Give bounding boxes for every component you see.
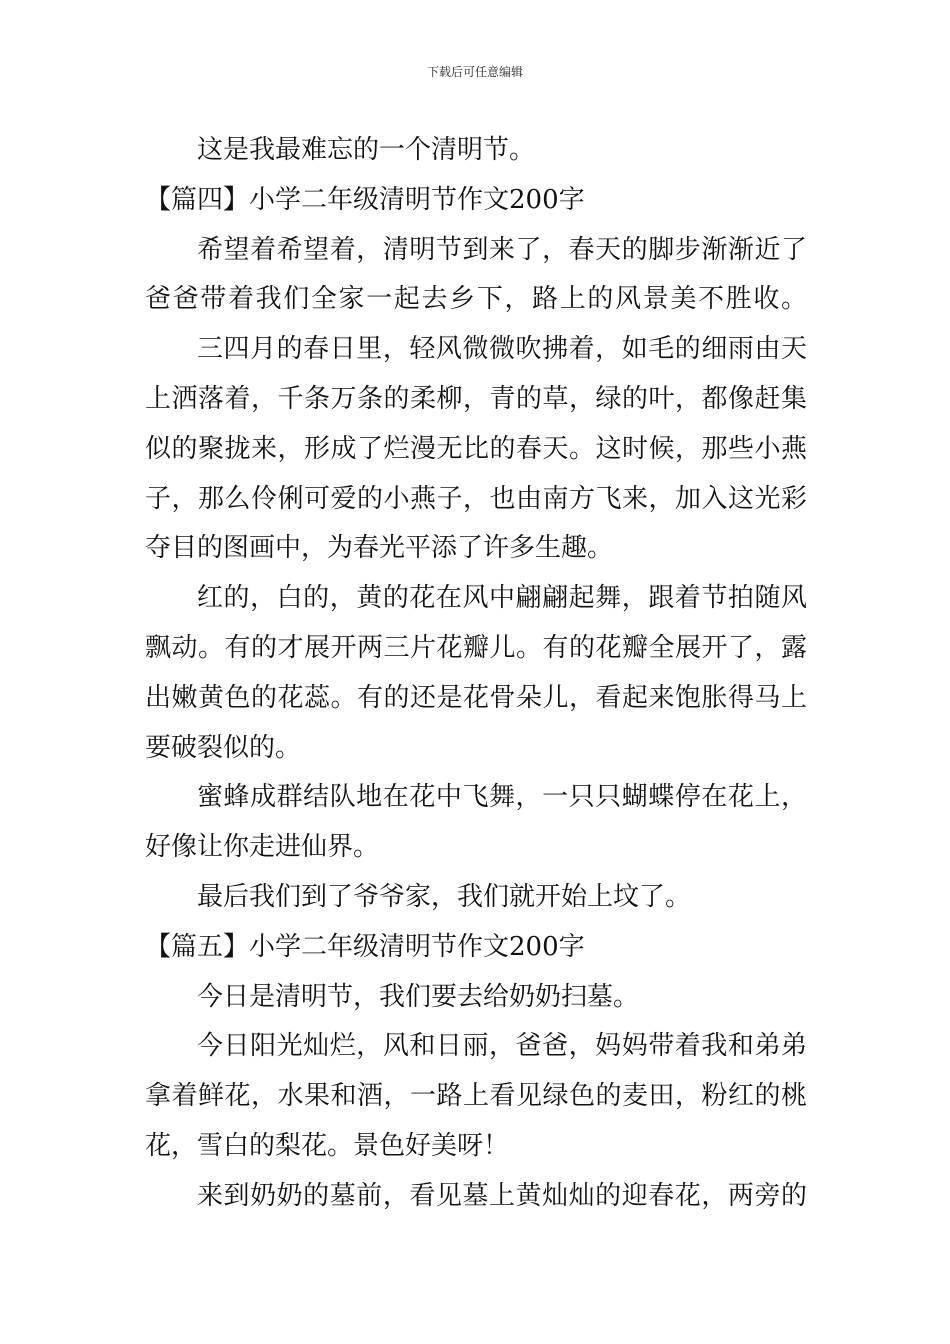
paragraph-line: 爸爸带着我们全家一起去乡下，路上的风景美不胜收。	[145, 284, 807, 315]
paragraph-line: 花，雪白的梨花。景色好美呀！	[145, 1130, 510, 1161]
paragraph-line: 希望着希望着，清明节到来了，春天的脚步渐渐近了	[197, 234, 807, 265]
paragraph-line: 要破裂似的。	[145, 732, 302, 763]
page-header: 下载后可任意编辑	[426, 65, 523, 79]
paragraph-line: 子，那么伶俐可爱的小燕子，也由南方飞来，加入这光彩	[145, 483, 807, 514]
paragraph-line: 来到奶奶的墓前，看见墓上黄灿灿的迎春花，两旁的	[197, 1180, 807, 1211]
paragraph-line: 似的聚拢来，形成了烂漫无比的春天。这时候，那些小燕	[145, 433, 807, 464]
paragraph-line: 出嫩黄色的花蕊。有的还是花骨朵儿，看起来饱胀得马上	[145, 682, 807, 713]
section-heading-5: 【篇五】小学二年级清明节作文200字	[145, 931, 585, 962]
section-heading-4: 【篇四】小学二年级清明节作文200字	[145, 184, 585, 215]
document-body	[145, 126, 807, 1222]
paragraph-line: 拿着鲜花，水果和酒，一路上看见绿色的麦田，粉红的桃	[145, 1081, 807, 1112]
paragraph-line: 飘动。有的才展开两三片花瓣儿。有的花瓣全展开了，露	[145, 632, 807, 663]
paragraph-line: 三四月的春日里，轻风微微吹拂着，如毛的细雨由天	[197, 334, 807, 365]
paragraph-line: 夺目的图画中，为春光平添了许多生趣。	[145, 533, 614, 564]
paragraph-closing-line: 这是我最难忘的一个清明节。	[197, 135, 536, 165]
paragraph-line: 好像让你走进仙界。	[145, 832, 380, 863]
paragraph-line: 最后我们到了爷爷家，我们就开始上坟了。	[197, 881, 692, 912]
paragraph-line: 今日是清明节，我们要去给奶奶扫墓。	[197, 981, 640, 1012]
paragraph-line: 红的，白的，黄的花在风中翩翩起舞，跟着节拍随风	[197, 583, 807, 614]
paragraph-line: 今日阳光灿烂，风和日丽，爸爸，妈妈带着我和弟弟	[197, 1031, 807, 1062]
paragraph-line: 蜜蜂成群结队地在花中飞舞，一只只蝴蝶停在花上，	[197, 782, 807, 813]
paragraph-line: 上洒落着，千条万条的柔柳，青的草，绿的叶，都像赶集	[145, 383, 807, 414]
